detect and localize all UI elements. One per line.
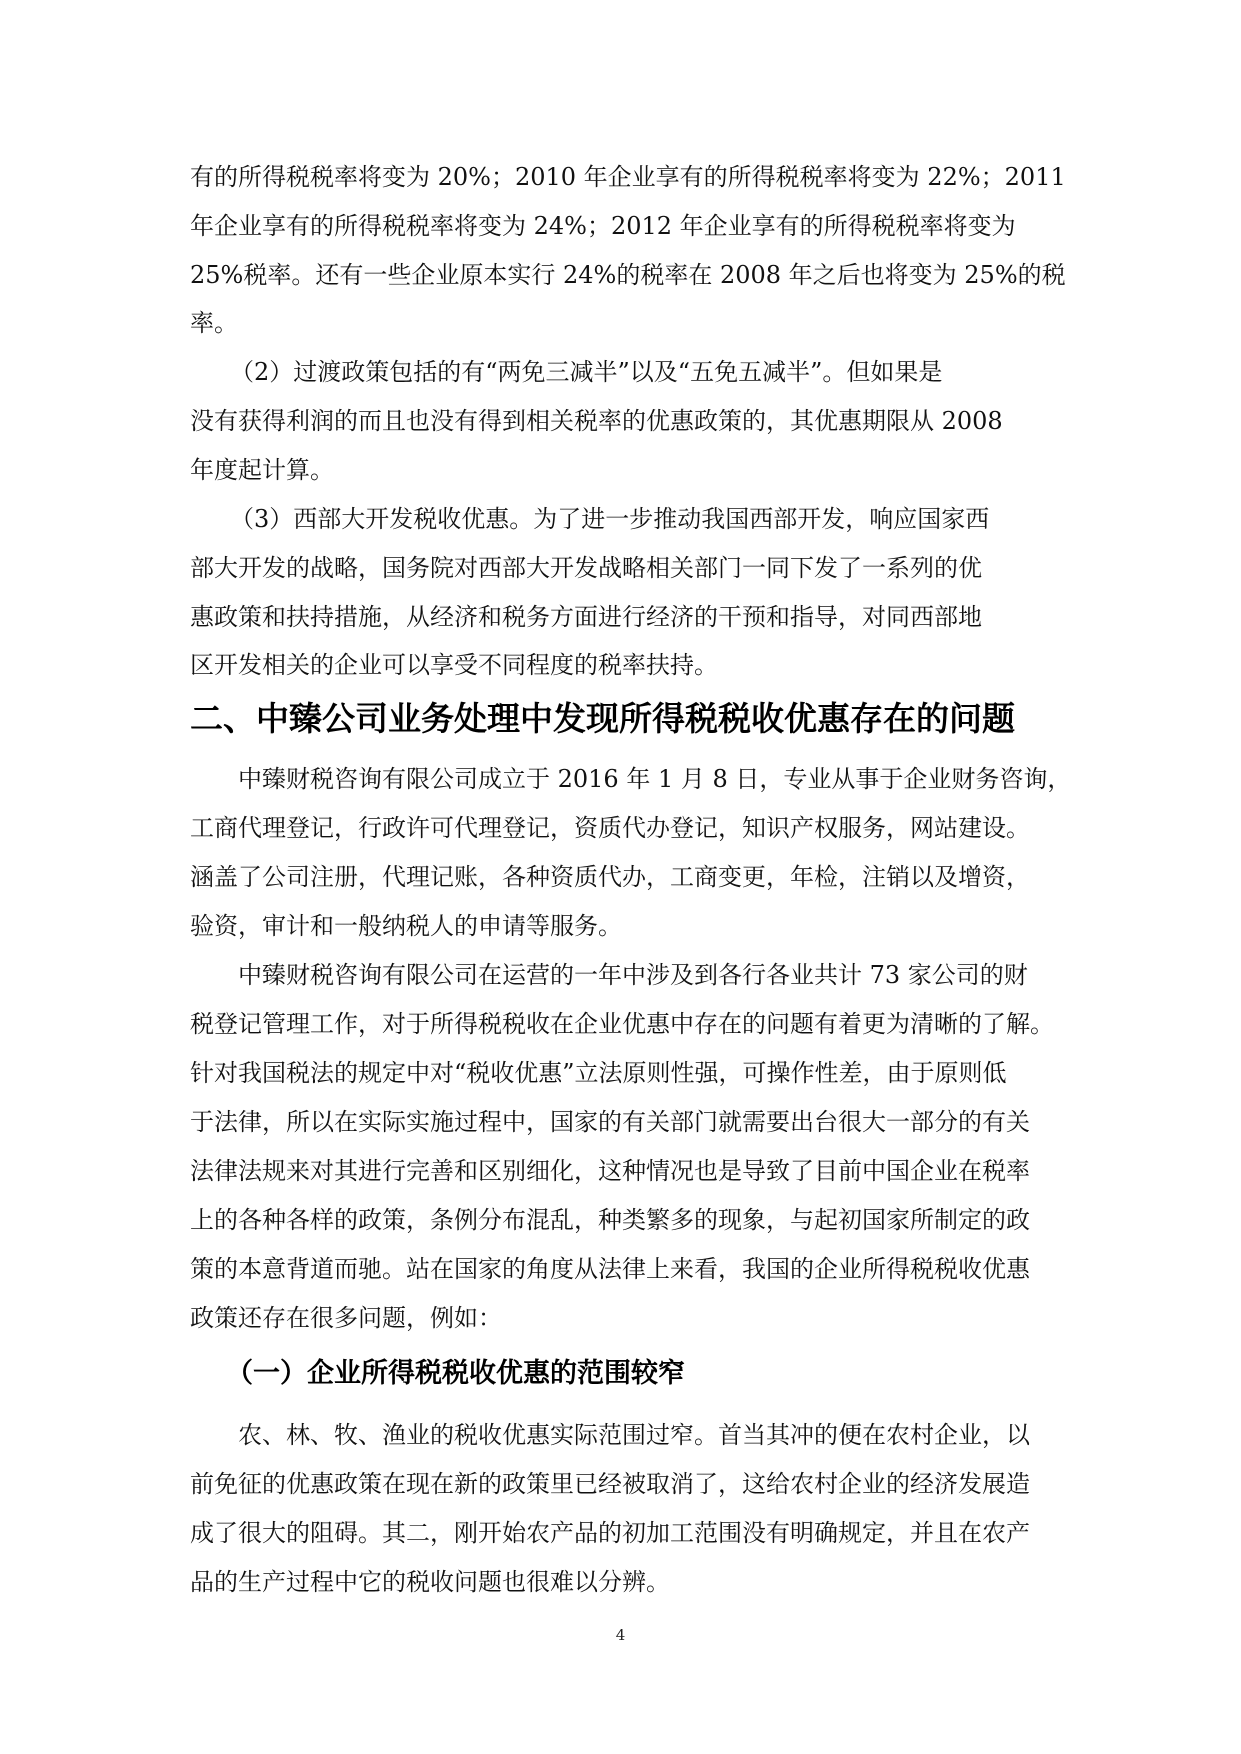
paragraph-line: 上的各种各样的政策，条例分布混乱，种类繁多的现象，与起初国家所制定的政 — [190, 1206, 1030, 1234]
paragraph-line: 率。 — [190, 309, 238, 337]
paragraph-line: 成了很大的阻碍。其二，刚开始农产品的初加工范围没有明确规定，并且在农产 — [190, 1519, 1030, 1547]
paragraph-line: 涵盖了公司注册，代理记账，各种资质代办，工商变更，年检，注销以及增资， — [190, 863, 1030, 891]
paragraph-line: 中臻财税咨询有限公司成立于 2016 年 1 月 8 日，专业从事于企业财务咨询， — [238, 765, 1072, 793]
paragraph-line: 前免征的优惠政策在现在新的政策里已经被取消了，这给农村企业的经济发展造 — [190, 1470, 1030, 1498]
paragraph-line: 年企业享有的所得税税率将变为 24%；2012 年企业享有的所得税税率将变为 — [190, 212, 1016, 240]
page-number: 4 — [615, 1626, 626, 1644]
paragraph-line: 工商代理登记，行政许可代理登记，资质代办登记，知识产权服务，网站建设。 — [190, 814, 1030, 842]
paragraph-line: 农、林、牧、渔业的税收优惠实际范围过窄。首当其冲的便在农村企业，以 — [238, 1421, 1030, 1449]
paragraph-line: 策的本意背道而驰。站在国家的角度从法律上来看，我国的企业所得税税收优惠 — [190, 1255, 1030, 1283]
paragraph-line: 中臻财税咨询有限公司在运营的一年中涉及到各行各业共计 73 家公司的财 — [238, 961, 1028, 989]
paragraph-line: 政策还存在很多问题，例如： — [190, 1304, 502, 1332]
paragraph-line: 年度起计算。 — [190, 456, 334, 484]
paragraph-line: 25%税率。还有一些企业原本实行 24%的税率在 2008 年之后也将变为 25%的税 — [190, 261, 1066, 289]
paragraph-line: 品的生产过程中它的税收问题也很难以分辨。 — [190, 1568, 670, 1596]
paragraph-line: 区开发相关的企业可以享受不同程度的税率扶持。 — [190, 651, 718, 679]
paragraph-line: 验资，审计和一般纳税人的申请等服务。 — [190, 912, 622, 940]
subsection-heading: （一）企业所得税税收优惠的范围较窄 — [226, 1358, 685, 1389]
paragraph-line: 税登记管理工作，对于所得税税收在企业优惠中存在的问题有着更为清晰的了解。 — [190, 1010, 1054, 1038]
paragraph-line: 于法律，所以在实际实施过程中，国家的有关部门就需要出台很大一部分的有关 — [190, 1108, 1030, 1136]
paragraph-line: 部大开发的战略，国务院对西部大开发战略相关部门一同下发了一系列的优 — [190, 554, 982, 582]
paragraph-line: 惠政策和扶持措施，从经济和税务方面进行经济的干预和指导，对同西部地 — [190, 603, 982, 631]
paragraph-line: 没有获得利润的而且也没有得到相关税率的优惠政策的，其优惠期限从 2008 — [190, 407, 1003, 435]
section-heading: 二、中臻公司业务处理中发现所得税税收优惠存在的问题 — [190, 699, 1015, 738]
paragraph-line: （2）过渡政策包括的有“两免三减半”以及“五免五减半”。但如果是 — [230, 358, 943, 386]
paragraph-line: 有的所得税税率将变为 20%；2010 年企业享有的所得税税率将变为 22%；2011 — [190, 163, 1066, 191]
paragraph-line: （3）西部大开发税收优惠。为了进一步推动我国西部开发，响应国家西 — [230, 505, 990, 533]
paragraph-line: 针对我国税法的规定中对“税收优惠”立法原则性强，可操作性差，由于原则低 — [190, 1059, 1007, 1087]
paragraph-line: 法律法规来对其进行完善和区别细化，这种情况也是导致了目前中国企业在税率 — [190, 1157, 1030, 1185]
